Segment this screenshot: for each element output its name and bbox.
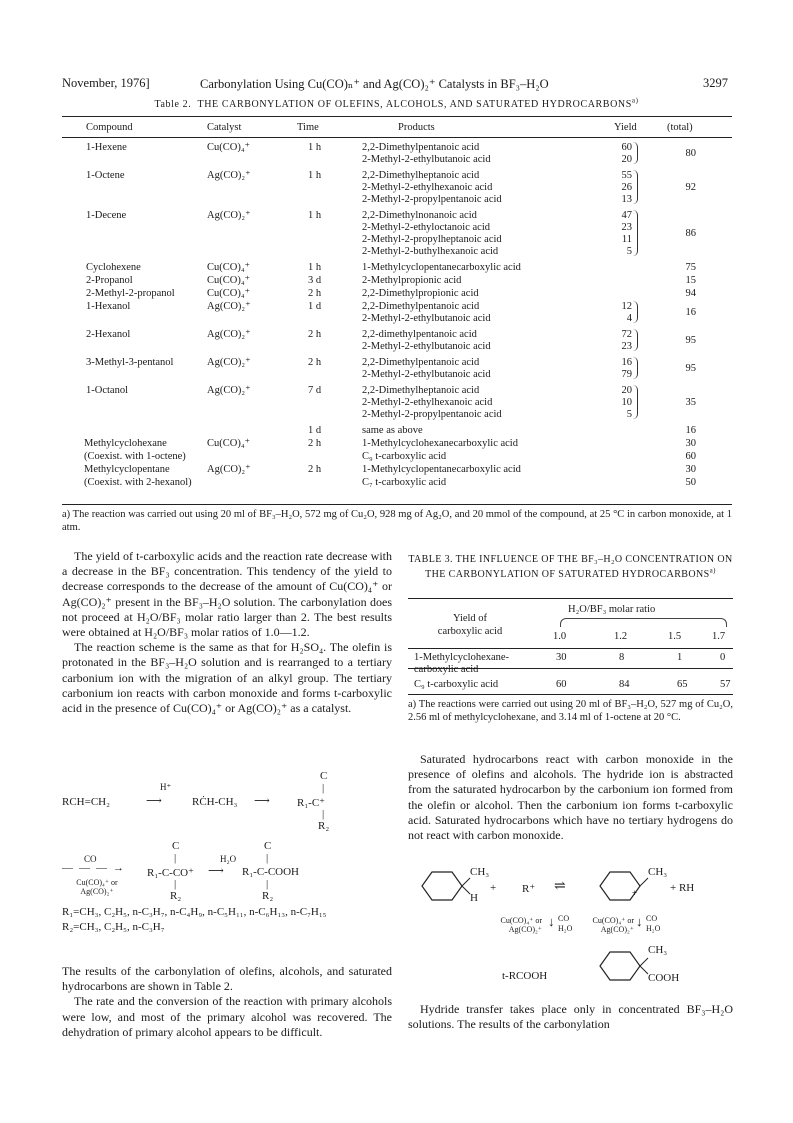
- catalyst-cell: Cu(CO)₄⁺: [207, 142, 251, 153]
- table2-bottom-rule: [62, 504, 732, 505]
- table2-caption: [0, 96, 793, 110]
- tertiary-cation: R₁-C⁺: [297, 797, 325, 809]
- yield-cell: 5: [626, 409, 632, 420]
- top-substituent: C: [264, 840, 272, 852]
- product-cell: 2,2-Dimethylpentanoic acid: [362, 301, 480, 312]
- compound-cell: (Coexist. with 1-octene): [84, 451, 186, 462]
- arrow-co-label: CO: [84, 854, 97, 864]
- yield-cell: 47: [621, 210, 632, 221]
- table3-ratio: 1.7: [712, 631, 726, 642]
- table3-ratio: 1.5: [668, 631, 682, 642]
- time-cell: 2 h: [308, 438, 322, 449]
- product-cell: 2-Methyl-2-buthylhexanoic acid: [362, 246, 499, 257]
- yield-cell: 72: [621, 329, 632, 340]
- product-cell: 2-Methyl-2-ethylbutanoic acid: [362, 154, 491, 165]
- time-cell: 2 h: [308, 329, 322, 340]
- right-column-para1: Saturated hydrocarbons react with carbon monoxide in the presence of olefins and alcohols. The hydride ion is abstracted from the saturated hydrocarbon by the carbonium ion formed from the olefin or alcohol. Then the carbonium ion forms t-carboxylic acid. Saturated hydrocarbons which have no tertiary hydrogens do not react with carbon monoxide.: [408, 752, 733, 843]
- yield-brace: [633, 142, 638, 164]
- olefin: RCH=CH₂: [62, 796, 110, 808]
- product-cell: 2-Methyl-2-propylpentanoic acid: [362, 409, 502, 420]
- table3-col-group: H₂O/BF₃ molar ratio: [568, 604, 656, 615]
- running-header-date: November, 1976]: [62, 76, 150, 90]
- time-cell: 1 h: [308, 170, 322, 181]
- product-cell: 2,2-Dimethylpropionic acid: [362, 288, 479, 299]
- time-cell: 1 h: [308, 210, 322, 221]
- yield-cell: 4: [626, 313, 632, 324]
- col-header-time: Time: [297, 122, 319, 133]
- time-cell: 2 h: [308, 288, 322, 299]
- table3-top-rule: [408, 598, 733, 599]
- table3-cell: 30: [556, 652, 567, 663]
- methyl-group: CH₃: [470, 866, 490, 878]
- page-number: 3297: [703, 76, 728, 90]
- bond: |: [266, 878, 269, 890]
- yield-brace: [633, 357, 638, 379]
- hydride-transfer-scheme: [408, 862, 733, 992]
- table3-footnote: a) The reactions were carried out using 20 ml of BF₃–H₂O, 527 mg of Cu₂O, 2.56 ml of methylcyclohexane, and 3.14 ml of 1-octene at 20 °C.: [408, 699, 733, 723]
- total-cell: 95: [685, 335, 696, 346]
- yield-brace: [633, 329, 638, 351]
- catalyst-cell: Ag(CO)₂⁺: [207, 170, 251, 181]
- carbonylation-scheme: [62, 770, 392, 950]
- yield-cell: 5: [626, 246, 632, 257]
- catalyst-cell: Cu(CO)₄⁺: [207, 262, 251, 273]
- table3-cell: 57: [720, 679, 731, 690]
- byproduct-rh: + RH: [670, 882, 695, 894]
- catalyst-cell: Ag(CO)₂⁺: [207, 357, 251, 368]
- time-cell: 1 h: [308, 142, 322, 153]
- yield-brace: [633, 385, 638, 419]
- total-cell: 15: [685, 275, 696, 286]
- plus-sign: +: [490, 882, 497, 894]
- catalyst-cell: Cu(CO)₄⁺: [207, 438, 251, 449]
- carboxyl-group: COOH: [648, 972, 680, 984]
- table3-row-header: Yield of carboxylic acid: [437, 613, 503, 637]
- table2-note-mark: a): [631, 96, 639, 105]
- product-cell: 2,2-Dimethylheptanoic acid: [362, 170, 480, 181]
- table2-top-rule: [62, 116, 732, 117]
- total-cell: 35: [685, 397, 696, 408]
- product-cell: C₇ t-carboxylic acid: [362, 477, 447, 488]
- yield-cell: 11: [621, 234, 632, 245]
- arrow1: ⟶: [146, 795, 162, 807]
- arrow-co: ———→: [62, 862, 130, 874]
- yield-cell: 20: [621, 385, 632, 396]
- down-arrow-right: ↓: [636, 914, 643, 929]
- bond: |: [266, 852, 269, 864]
- table3-row-label: C₉ t-carboxylic acid: [414, 679, 499, 690]
- tertiary-hydrogen: H: [470, 892, 478, 904]
- arrow2: ⟶: [254, 795, 270, 807]
- bottom-substituent: R₂: [170, 890, 182, 902]
- yield-cell: 10: [621, 397, 632, 408]
- product-ring: [592, 946, 652, 986]
- time-cell: 1 h: [308, 262, 322, 273]
- col-header-catalyst: Catalyst: [207, 122, 242, 133]
- compound-cell: 1-Octene: [86, 170, 125, 181]
- co-label-right: CO: [646, 914, 658, 923]
- total-cell: 92: [685, 182, 696, 193]
- col-header-total: (total): [667, 122, 693, 133]
- arrow-co-catalyst: Cu(CO)₄⁺ or Ag(CO)₂⁺: [76, 878, 118, 896]
- compound-cell: 1-Hexene: [86, 142, 127, 153]
- catalyst-cell: Cu(CO)₄⁺: [207, 288, 251, 299]
- compound-cell: 1-Octanol: [86, 385, 128, 396]
- methyl-group: CH₃: [648, 944, 668, 956]
- col-header-products: Products: [398, 122, 435, 133]
- left-column-bottom: [62, 964, 392, 1040]
- table3-group-brace: [560, 618, 727, 627]
- yield-cell: 23: [621, 222, 632, 233]
- catalyst-cell: Cu(CO)₄⁺: [207, 275, 251, 286]
- yield-cell: 79: [621, 369, 632, 380]
- total-cell: 50: [685, 477, 696, 488]
- product-cell: C₉ t-carboxylic acid: [362, 451, 447, 462]
- yield-cell: 23: [621, 341, 632, 352]
- catalyst-cell: Ag(CO)₂⁺: [207, 301, 251, 312]
- paragraph: The yield of t-carboxylic acids and the reaction rate decrease with a decrease in the BF₃ concentration. This tendency of the yield to decrease corresponds to the decrease of the amount of Cu(CO)₄⁺ or Ag(CO)₂⁺ present in the BF₃–H₂O solution. The carbonylation does not proceed at H₂O/BF₃ molar ratio larger than 2. The best results were obtained at H₂O/BF₃ molar ratios of 1.0—1.2.: [62, 549, 392, 640]
- product-cell: 2-Methyl-2-propylpentanoic acid: [362, 194, 502, 205]
- table3-cell: 65: [677, 679, 688, 690]
- svg-text:+: +: [632, 888, 638, 898]
- table3-end-rule: [408, 694, 733, 695]
- product-cell: 1-Methylcyclohexanecarboxylic acid: [362, 438, 518, 449]
- secondary-cation: RĊH-CH₃: [192, 796, 238, 808]
- product-cell: 2,2-dimethylpentanoic acid: [362, 329, 477, 340]
- running-header-title: Carbonylation Using Cu(CO)ₙ⁺ and Ag(CO)₂⁺ Catalysts in BF₃–H₂O: [200, 77, 549, 91]
- compound-cell: 3-Methyl-3-pentanol: [86, 357, 174, 368]
- arrow1-label: H⁺: [160, 782, 172, 792]
- methylcyclohexane-ring: [414, 866, 474, 906]
- h2o-label-right: H₂O: [646, 924, 661, 933]
- time-cell: 2 h: [308, 357, 322, 368]
- catalyst-label-left: Cu(CO)₄⁺ or Ag(CO)₂⁺: [500, 916, 542, 934]
- table3-cell: 8: [619, 652, 625, 663]
- product-cell: 2-Methyl-2-ethylbutanoic acid: [362, 313, 491, 324]
- total-cell: 30: [685, 464, 696, 475]
- product-cell: 2-Methyl-2-ethyloctanoic acid: [362, 222, 490, 233]
- product-cell: 2,2-Dimethylheptanoic acid: [362, 385, 480, 396]
- table3-row-label: 1-Methylcyclohexane-carboxylic acid: [414, 652, 510, 675]
- total-cell: 30: [685, 438, 696, 449]
- yield-cell: 26: [621, 182, 632, 193]
- arrow3: ⟶: [208, 865, 224, 877]
- compound-cell: 2-Methyl-2-propanol: [86, 288, 175, 299]
- bond: |: [174, 878, 177, 890]
- compound-cell: 2-Propanol: [86, 275, 133, 286]
- product-cell: same as above: [362, 425, 423, 436]
- catalyst-label-right: Cu(CO)₄⁺ or Ag(CO)₂⁺: [592, 916, 634, 934]
- compound-cell: 1-Hexanol: [86, 301, 131, 312]
- total-cell: 94: [685, 288, 696, 299]
- table3-cell: 1: [677, 652, 683, 663]
- yield-cell: 20: [621, 154, 632, 165]
- compound-cell: (Coexist. with 2-hexanol): [84, 477, 192, 488]
- table3-head-rule: [408, 648, 733, 649]
- col-header-compound: Compound: [86, 122, 133, 133]
- table3-cell: 84: [619, 679, 630, 690]
- table3-cell: 0: [720, 652, 726, 663]
- table2-title: THE CARBONYLATION OF OLEFINS, ALCOHOLS, AND SATURATED HYDROCARBONS: [197, 99, 632, 110]
- paragraph: The reaction scheme is the same as that for H₂SO₄. The olefin is protonated in the BF₃–H₂O solution and is rearranged to a tertiary carbonium ion with the migration of an alkyl group. The tertiary carbonium ion reacts with carbon monoxide and forms t-carboxylic acid in the presence of Cu(CO)₄⁺ or Ag(CO)₂⁺ as a catalyst.: [62, 640, 392, 716]
- product-cell: 2,2-Dimethylpentanoic acid: [362, 142, 480, 153]
- h2o-label-left: H₂O: [558, 924, 573, 933]
- total-cell: 95: [685, 363, 696, 374]
- methylcyclohexyl-cation-ring: [592, 866, 652, 906]
- equilibrium-arrow: ⇌: [554, 879, 566, 894]
- bond: |: [174, 852, 177, 864]
- product-t-rcooh: t-RCOOH: [502, 970, 548, 982]
- product-cell: 2,2-Dimethylnonanoic acid: [362, 210, 477, 221]
- top-substituent: C: [172, 840, 180, 852]
- co-label-left: CO: [558, 914, 570, 923]
- table2-head-rule: [62, 137, 732, 138]
- yield-cell: 16: [621, 357, 632, 368]
- paragraph: The rate and the conversion of the reaction with primary alcohols were low, and most of the primary alcohol was recovered. The dehydration of primary alcohol appears to be difficult.: [62, 994, 392, 1039]
- product-cell: 2-Methyl-2-ethylhexanoic acid: [362, 182, 493, 193]
- top-substituent: C: [320, 770, 328, 782]
- yield-cell: 13: [621, 194, 632, 205]
- total-cell: 80: [685, 148, 696, 159]
- product-cell: 1-Methylcyclopentanecarboxylic acid: [362, 464, 521, 475]
- bottom-substituent: R₂: [318, 820, 330, 832]
- time-cell: 3 d: [308, 275, 322, 286]
- carboxylic-acid: R₁-C-COOH: [242, 866, 300, 878]
- product-cell: 1-Methylcyclopentanecarboxylic acid: [362, 262, 521, 273]
- compound-cell: 1-Decene: [86, 210, 127, 221]
- paragraph: The results of the carbonylation of olefins, alcohols, and saturated hydrocarbons are shown in Table 2.: [62, 964, 392, 994]
- table3-cell: 60: [556, 679, 567, 690]
- product-cell: 2,2-Dimethylpentanoic acid: [362, 357, 480, 368]
- bond: |: [322, 782, 325, 794]
- yield-cell: 12: [621, 301, 632, 312]
- down-arrow-left: ↓: [548, 914, 555, 929]
- total-cell: 16: [685, 307, 696, 318]
- catalyst-cell: Ag(CO)₂⁺: [207, 385, 251, 396]
- r2-definition: R₂=CH₃, C₂H₅, n-C₃H₇: [62, 921, 165, 933]
- compound-cell: 2-Hexanol: [86, 329, 131, 340]
- table2-label: Table 2.: [154, 99, 192, 110]
- product-cell: 2-Methylpropionic acid: [362, 275, 462, 286]
- catalyst-cell: Ag(CO)₂⁺: [207, 329, 251, 340]
- yield-brace: [633, 301, 638, 323]
- acylium-ion: R₁-C-CO⁺: [147, 867, 194, 879]
- yield-brace: [633, 210, 638, 256]
- catalyst-cell: Ag(CO)₂⁺: [207, 210, 251, 221]
- table3-ratio: 1.0: [553, 631, 567, 642]
- bottom-substituent: R₂: [262, 890, 274, 902]
- total-cell: 86: [685, 228, 696, 239]
- table3-ratio: 1.2: [614, 631, 628, 642]
- yield-cell: 55: [621, 170, 632, 181]
- total-cell: 16: [685, 425, 696, 436]
- r1-definition: R₁=CH₃, C₂H₅, n-C₃H₇, n-C₄H₉, n-C₅H₁₁, n-C₆H₁₃, n-C₇H₁₅: [62, 906, 327, 918]
- total-cell: 60: [685, 451, 696, 462]
- compound-cell: Methylcyclopentane: [84, 464, 170, 475]
- total-cell: 75: [685, 262, 696, 273]
- time-cell: 7 d: [308, 385, 322, 396]
- product-cell: 2-Methyl-2-ethylhexanoic acid: [362, 397, 493, 408]
- methyl-group: CH₃: [648, 866, 668, 878]
- product-cell: 2-Methyl-2-ethylbutanoic acid: [362, 341, 491, 352]
- catalyst-cell: Ag(CO)₂⁺: [207, 464, 251, 475]
- yield-cell: 60: [621, 142, 632, 153]
- col-header-yield: Yield: [614, 122, 637, 133]
- time-cell: 1 d: [308, 425, 322, 436]
- carbonium-ion: R⁺: [522, 883, 536, 895]
- compound-cell: Methylcyclohexane: [84, 438, 167, 449]
- compound-cell: Cyclohexene: [86, 262, 141, 273]
- left-column-top: [62, 549, 392, 716]
- bond: |: [322, 808, 325, 820]
- arrow-h2o-label: H₂O: [220, 854, 237, 864]
- product-cell: 2-Methyl-2-propylheptanoic acid: [362, 234, 502, 245]
- table2-footnote: a) The reaction was carried out using 20 ml of BF₃–H₂O, 572 mg of Cu₂O, 928 mg of Ag₂O, and 20 mmol of the compound, at 25 °C in carbon monoxide, at 1 atm.: [62, 509, 732, 533]
- yield-brace: [633, 170, 638, 204]
- time-cell: 1 d: [308, 301, 322, 312]
- table3-caption: TABLE 3. THE INFLUENCE OF THE BF₃–H₂O CONCENTRATION ON THE CARBONYLATION OF SATURATED HYDROCARBONS$^{a)}$: [408, 554, 733, 580]
- product-cell: 2-Methyl-2-ethylbutanoic acid: [362, 369, 491, 380]
- right-column-para2: Hydride transfer takes place only in concentrated BF₃–H₂O solutions. The results of the carbonylation: [408, 1002, 733, 1032]
- time-cell: 2 h: [308, 464, 322, 475]
